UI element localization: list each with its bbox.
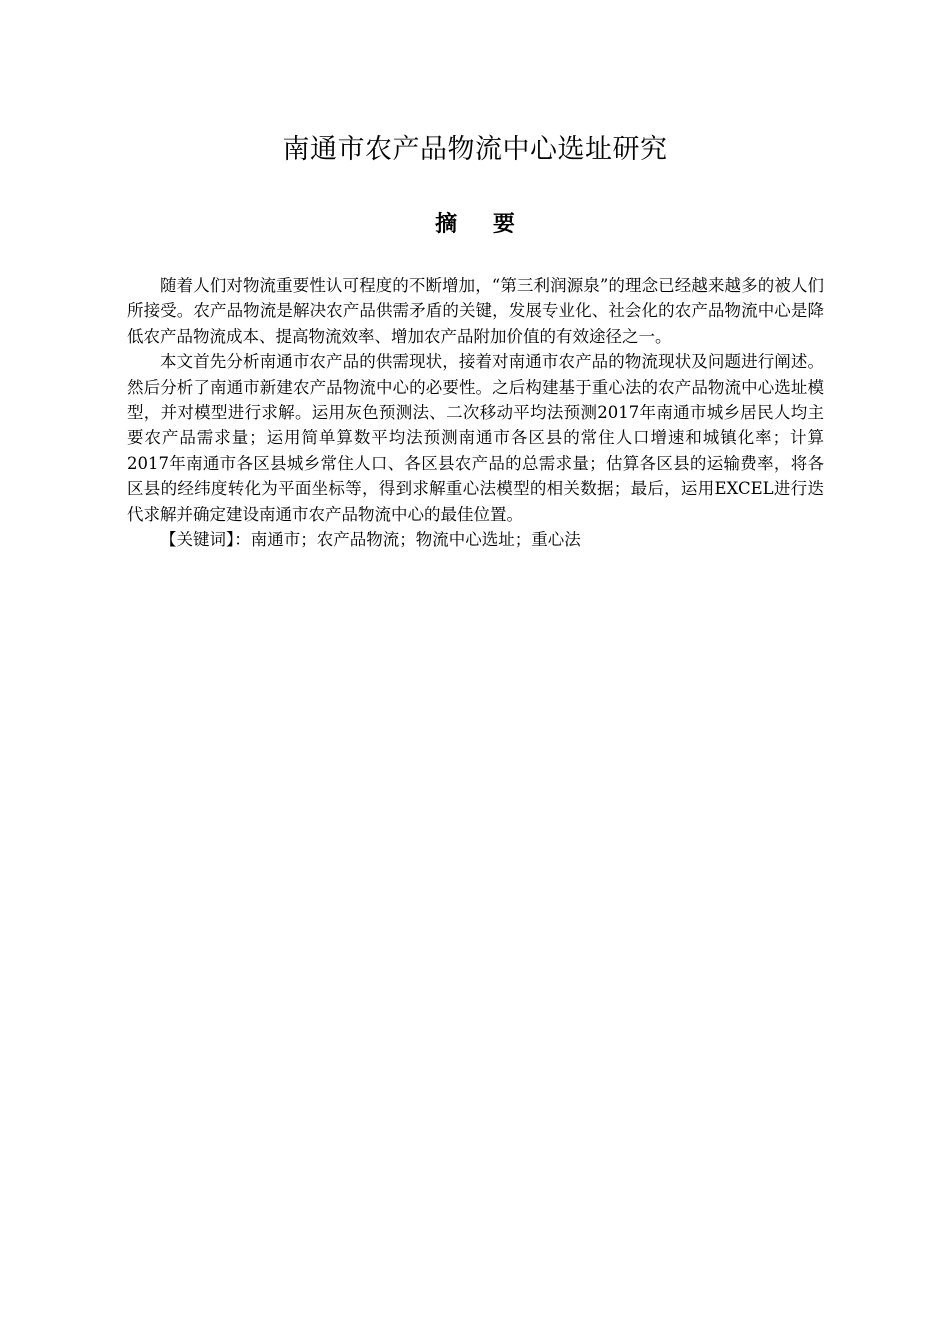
keywords-label: 【关键词】：	[160, 530, 251, 550]
abstract-heading: 摘 要	[435, 212, 529, 237]
keywords-text: 南通市；农产品物流；物流中心选址；重心法	[250, 530, 581, 550]
keywords-line	[127, 527, 824, 552]
abstract-paragraph-2: 本文首先分析南通市农产品的供需现状，接着对南通市农产品的物流现状及问题进行阐述。然后分析了南通市新建农产品物流中心的必要性。之后构建基于重心法的农产品物流中心选址模型，并对模型进行求解。运用灰色预测法、二次移动平均法预测2017年南通市城乡居民人均主要农产品需求量；运用简单算数平均法预测南通市各区县的常住人口增速和城镇化率；计算2017年南通市各区县城乡常住人口、各区县农产品的总需求量；估算各区县的运输费率，将各区县的经纬度转化为平面坐标等，得到求解重心法模型的相关数据；最后，运用EXCEL进行迭代求解并确定建设南通市农产品物流中心的最佳位置。	[127, 352, 824, 524]
document-title: 南通市农产品物流中心选址研究	[282, 134, 668, 165]
abstract-body	[127, 273, 824, 552]
abstract-paragraph-1: 随着人们对物流重要性认可程度的不断增加，“第三利润源泉”的理念已经越来越多的被人们所接受。农产品物流是解决农产品供需矛盾的关键，发展专业化、社会化的农产品物流中心是降低农产品物流成本、提高物流效率、增加农产品附加价值的有效途径之一。	[127, 276, 824, 346]
